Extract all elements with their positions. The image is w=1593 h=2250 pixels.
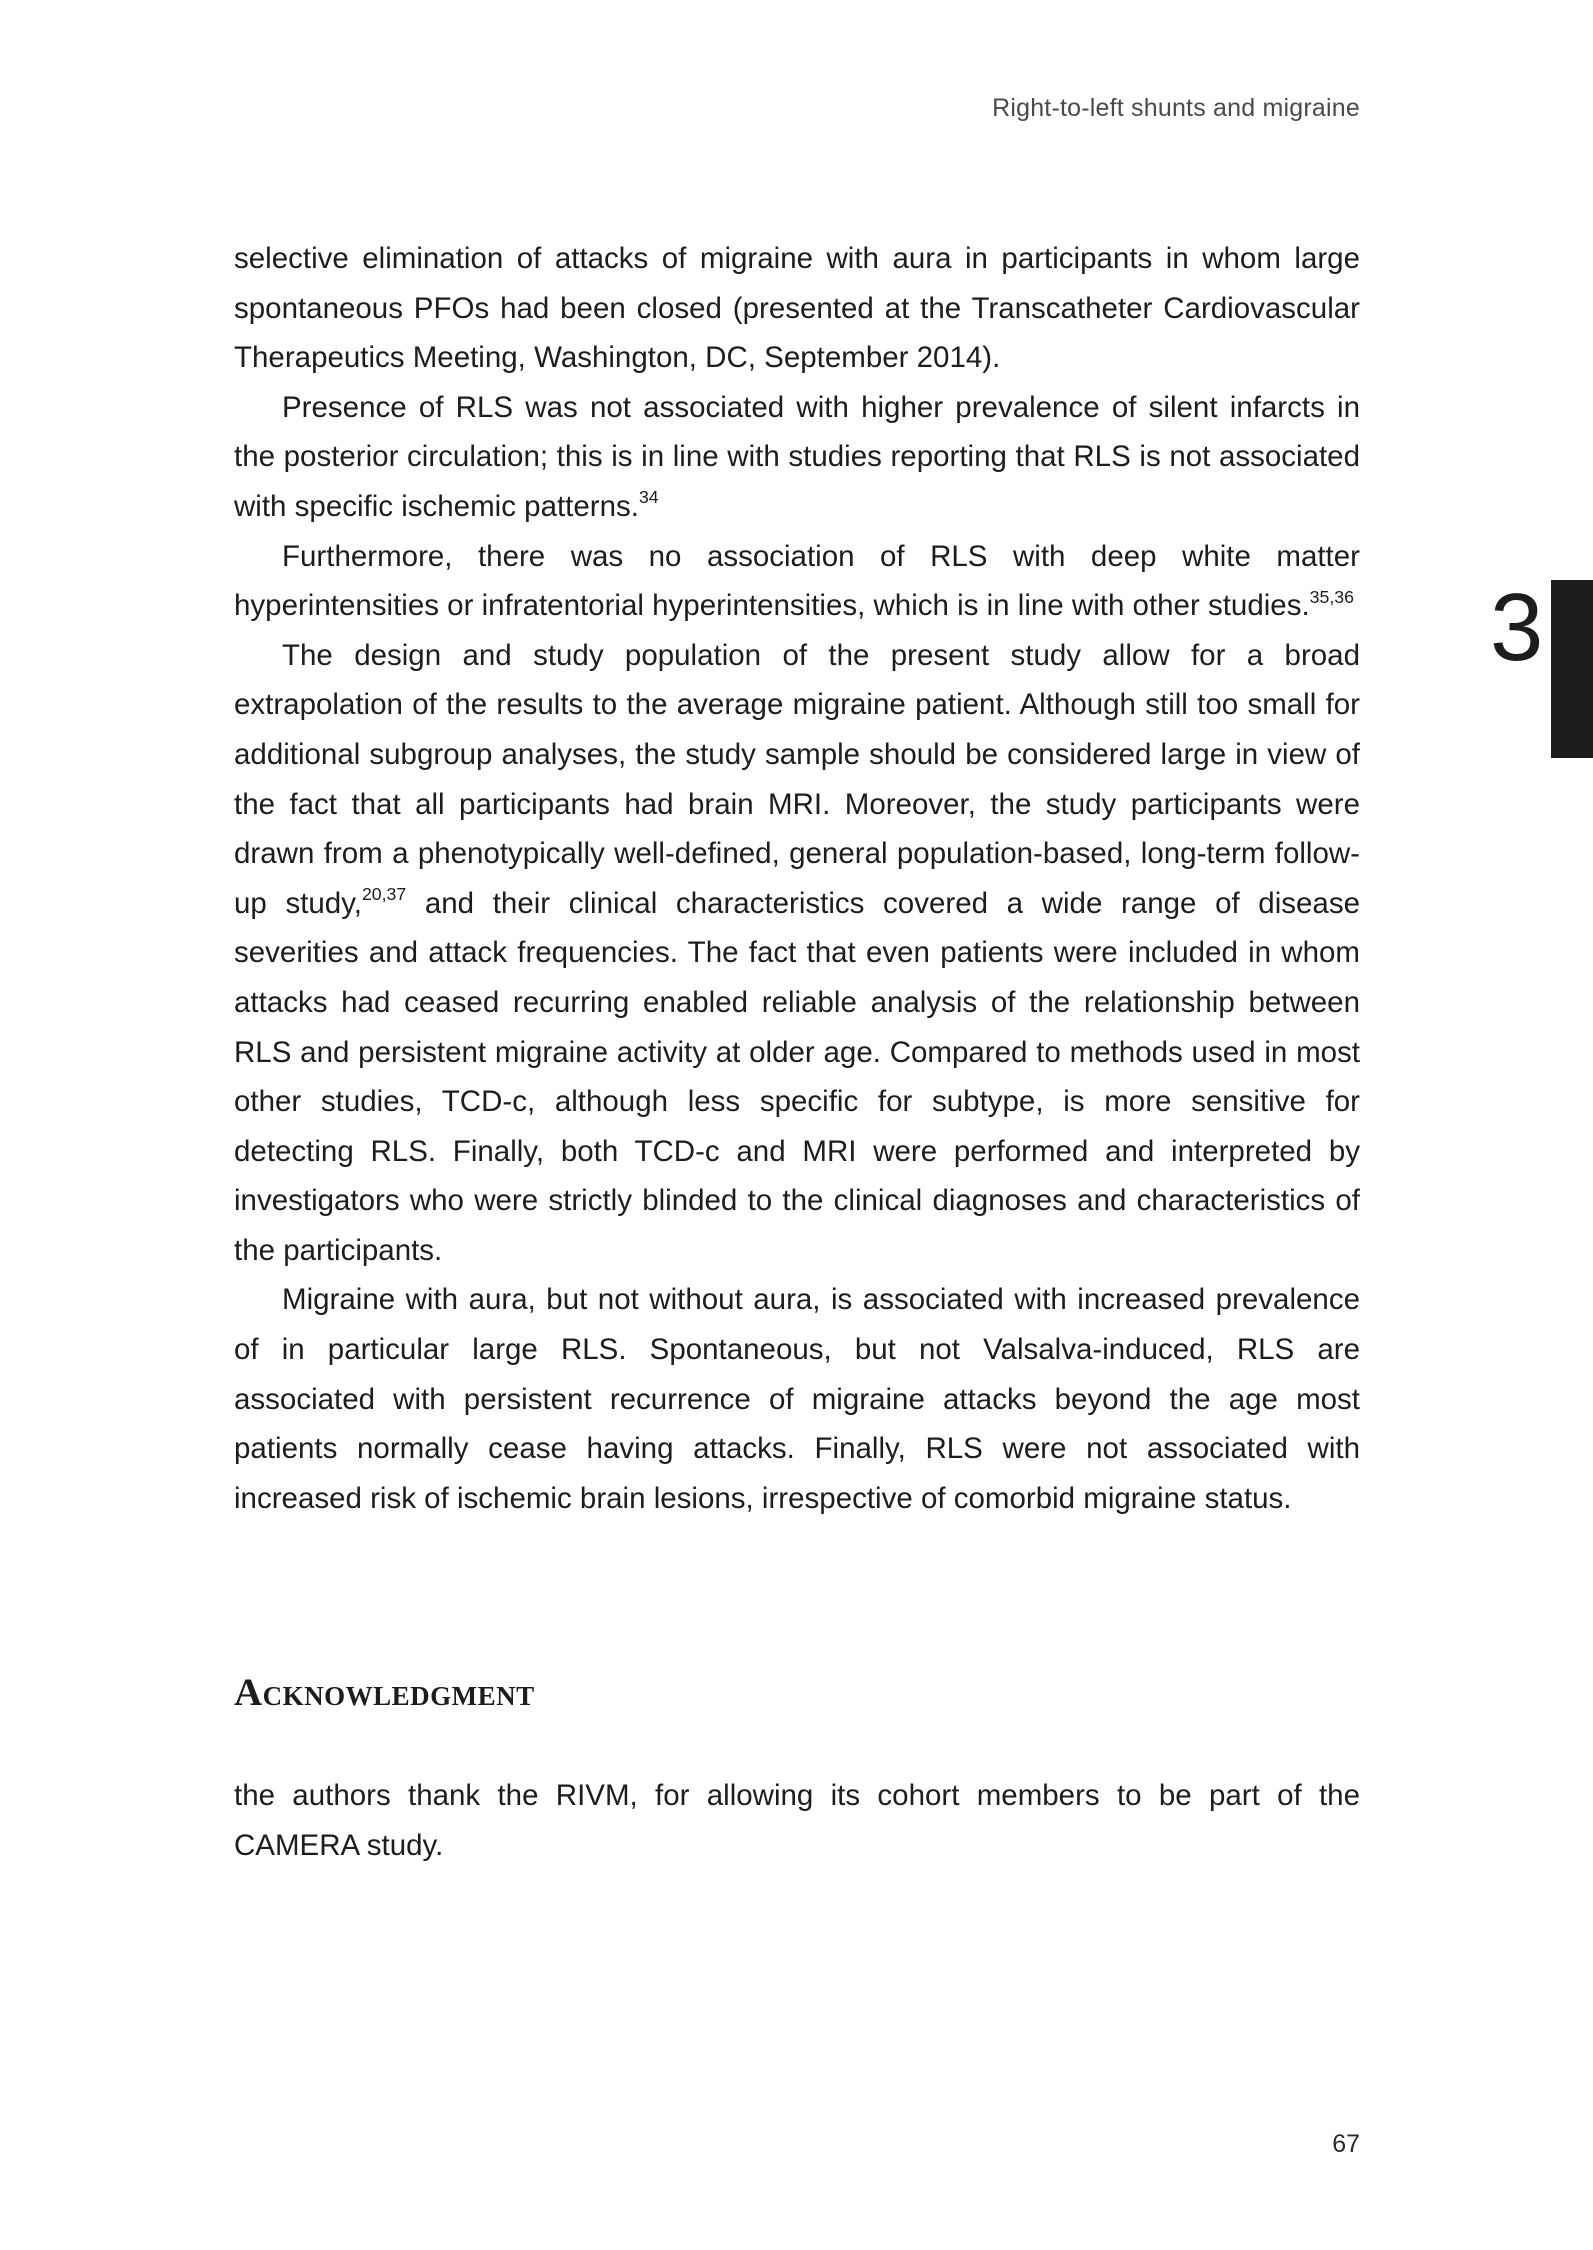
acknowledgment-heading: Acknowledgment xyxy=(234,1671,535,1714)
citation-ref: 20,37 xyxy=(361,884,407,905)
page-number: 67 xyxy=(1332,2130,1360,2158)
discussion-body xyxy=(234,234,1360,1523)
chapter-tab xyxy=(1490,574,1593,758)
paragraph-conclusion: Migraine with aura, but not without aura, is associated with increased prevalence of in particular large RLS. Spontaneous, but not Valsalva-induced, RLS are associated with persistent recurrence of migraine attacks beyond the age most patients normally cease having attacks. Finally, RLS were not associated with increased risk of ischemic brain lesions, irrespective of comorbid migraine status. xyxy=(234,1283,1360,1515)
paragraph-pfo-closure: selective elimination of attacks of migraine with aura in participants in whom large spontaneous PFOs had been closed (presented at the Transcatheter Cardiovascular Therapeutics Meeting, Washington, DC, September 2014). xyxy=(234,242,1360,375)
running-header: Right-to-left shunts and migraine xyxy=(992,94,1360,122)
paragraph-study-strengths: The design and study population of the present study allow for a broad extrapolation of the results to the average migraine patient. Although still too small for additional subgroup analyses, the study sample should be considered large in view of the fact that all participants had brain MRI. Moreover, the study participants were drawn from a phenotypically well-defined, general population-based, long-term follow-up study,$^{20,37}$ and their clinical characteristics covered a wide range of disease severities and attack frequencies. The fact that even patients were included in whom attacks had ceased recurring enabled reliable analysis of the relationship between RLS and persistent migraine activity at older age. Compared to methods used in most other studies, TCD-c, although less specific for subtype, is more sensitive for detecting RLS. Finally, both TCD-c and MRI were performed and interpreted by investigators who were strictly blinded to the clinical diagnoses and characteristics of the participants. xyxy=(234,638,1360,1267)
paragraph-white-matter: Furthermore, there was no association of RLS with deep white matter hyperintensities or infratentorial hyperintensities, which is in line with other studies.$^{35,36}$ xyxy=(234,539,1360,623)
acknowledgment-text: the authors thank the RIVM, for allowing its cohort members to be part of the CAMERA study. xyxy=(234,1779,1360,1862)
citation-ref: 34 xyxy=(638,487,659,508)
chapter-number: 3 xyxy=(1490,574,1544,681)
citation-ref: 35,36 xyxy=(1309,586,1354,607)
chapter-thumb-bar xyxy=(1551,580,1593,758)
paragraph-posterior-circulation: Presence of RLS was not associated with higher prevalence of silent infarcts in the posterior circulation; this is in line with studies reporting that RLS is not associated with specific ischemic patterns.$^{34}$ xyxy=(234,390,1360,523)
